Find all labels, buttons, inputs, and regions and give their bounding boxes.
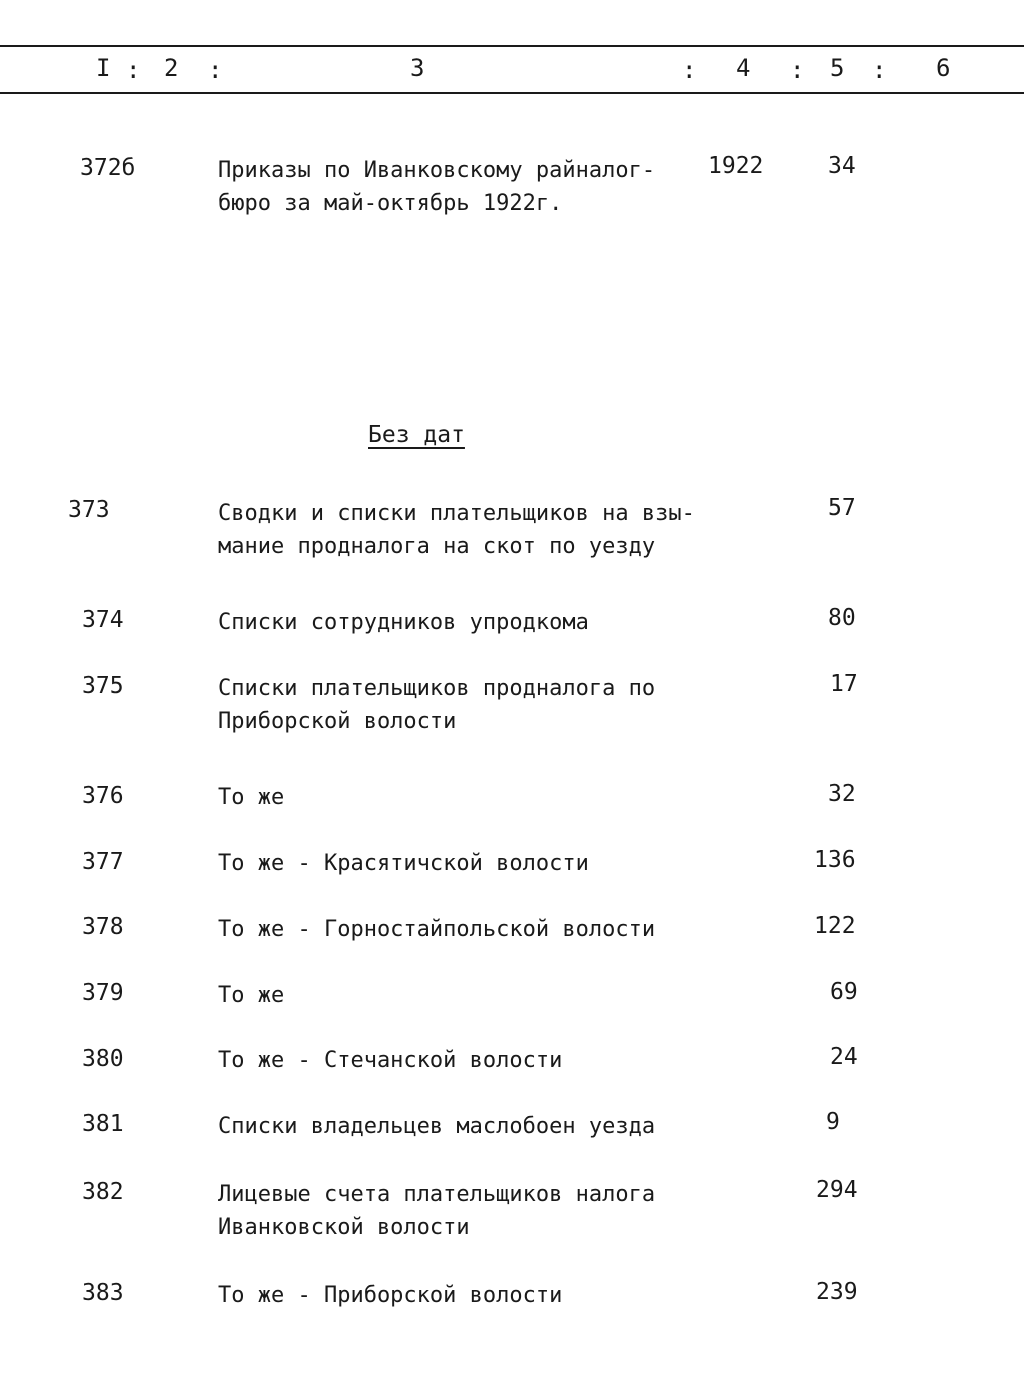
entry-year: 1922 xyxy=(708,153,764,179)
entry-sheets: 69 xyxy=(830,979,858,1005)
entry-sheets: 17 xyxy=(830,671,858,697)
entry-number: 372б xyxy=(80,155,136,181)
entry-title-line: Приказы по Иванковскому райналог- xyxy=(218,158,656,183)
entry-number: 378 xyxy=(82,914,124,940)
entry-title xyxy=(218,781,708,814)
entry-title-line: Приборской волости xyxy=(218,709,457,734)
entry-sheets: 34 xyxy=(828,153,856,179)
column-separator: : xyxy=(126,56,141,84)
entry-sheets: 136 xyxy=(814,847,856,873)
entry-title-line: Иванковской волости xyxy=(218,1215,470,1240)
entry-sheets: 9 xyxy=(826,1109,840,1135)
section-heading-undated: Без дат xyxy=(368,422,465,448)
entry-title xyxy=(218,1044,708,1077)
entry-number: 383 xyxy=(82,1280,124,1306)
column-header-1: I xyxy=(96,54,111,82)
header-top-rule xyxy=(0,45,1024,47)
column-header-4: 4 xyxy=(736,54,751,82)
entry-number: 373 xyxy=(68,497,110,523)
entry-title-line: То же - Красятичской волости xyxy=(218,851,589,876)
entry-sheets: 122 xyxy=(814,913,856,939)
column-header-3: 3 xyxy=(410,54,425,82)
column-separator: : xyxy=(872,56,887,84)
entry-number: 380 xyxy=(82,1046,124,1072)
column-header-6: 6 xyxy=(936,54,951,82)
entry-number: 381 xyxy=(82,1111,124,1137)
column-separator: : xyxy=(208,56,223,84)
entry-sheets: 24 xyxy=(830,1044,858,1070)
entry-title xyxy=(218,913,708,946)
entry-title-line: То же - Стечанской волости xyxy=(218,1048,563,1073)
entry-number: 379 xyxy=(82,980,124,1006)
entry-title-line: Сводки и списки плательщиков на взы- xyxy=(218,501,695,526)
entry-title-line: Списки владельцев маслобоен уезда xyxy=(218,1114,656,1139)
entry-title xyxy=(218,497,708,563)
entry-title xyxy=(218,979,708,1012)
entry-sheets: 32 xyxy=(828,781,856,807)
entry-sheets: 80 xyxy=(828,605,856,631)
entry-title xyxy=(218,1110,708,1143)
entry-title-line: Списки плательщиков продналога по xyxy=(218,676,656,701)
entry-title-line: Лицевые счета плательщиков налога xyxy=(218,1182,656,1207)
entry-number: 377 xyxy=(82,849,124,875)
entry-title-line: Списки сотрудников упродкома xyxy=(218,610,589,635)
entry-sheets: 294 xyxy=(816,1177,858,1203)
entry-sheets: 239 xyxy=(816,1279,858,1305)
entry-title xyxy=(218,672,708,738)
entry-title-line: То же xyxy=(218,983,285,1008)
entry-title xyxy=(218,1279,708,1312)
entry-number: 375 xyxy=(82,673,124,699)
entry-title-line: бюро за май-октябрь 1922г. xyxy=(218,191,563,216)
entry-title-line: То же - Горностайпольской волости xyxy=(218,917,656,942)
column-separator: : xyxy=(790,56,805,84)
entry-title xyxy=(218,154,708,220)
entry-title xyxy=(218,847,708,880)
entry-title-line: То же - Приборской волости xyxy=(218,1283,563,1308)
entry-title-line: мание продналога на скот по уезду xyxy=(218,534,656,559)
column-header-5: 5 xyxy=(830,54,845,82)
entry-sheets: 57 xyxy=(828,495,856,521)
entry-title xyxy=(218,1178,708,1244)
entry-number: 382 xyxy=(82,1179,124,1205)
column-separator: : xyxy=(682,56,697,84)
entry-title-line: То же xyxy=(218,785,285,810)
entry-number: 374 xyxy=(82,607,124,633)
entry-title xyxy=(218,606,708,639)
entry-number: 376 xyxy=(82,783,124,809)
column-header-2: 2 xyxy=(164,54,179,82)
header-bottom-rule xyxy=(0,92,1024,94)
